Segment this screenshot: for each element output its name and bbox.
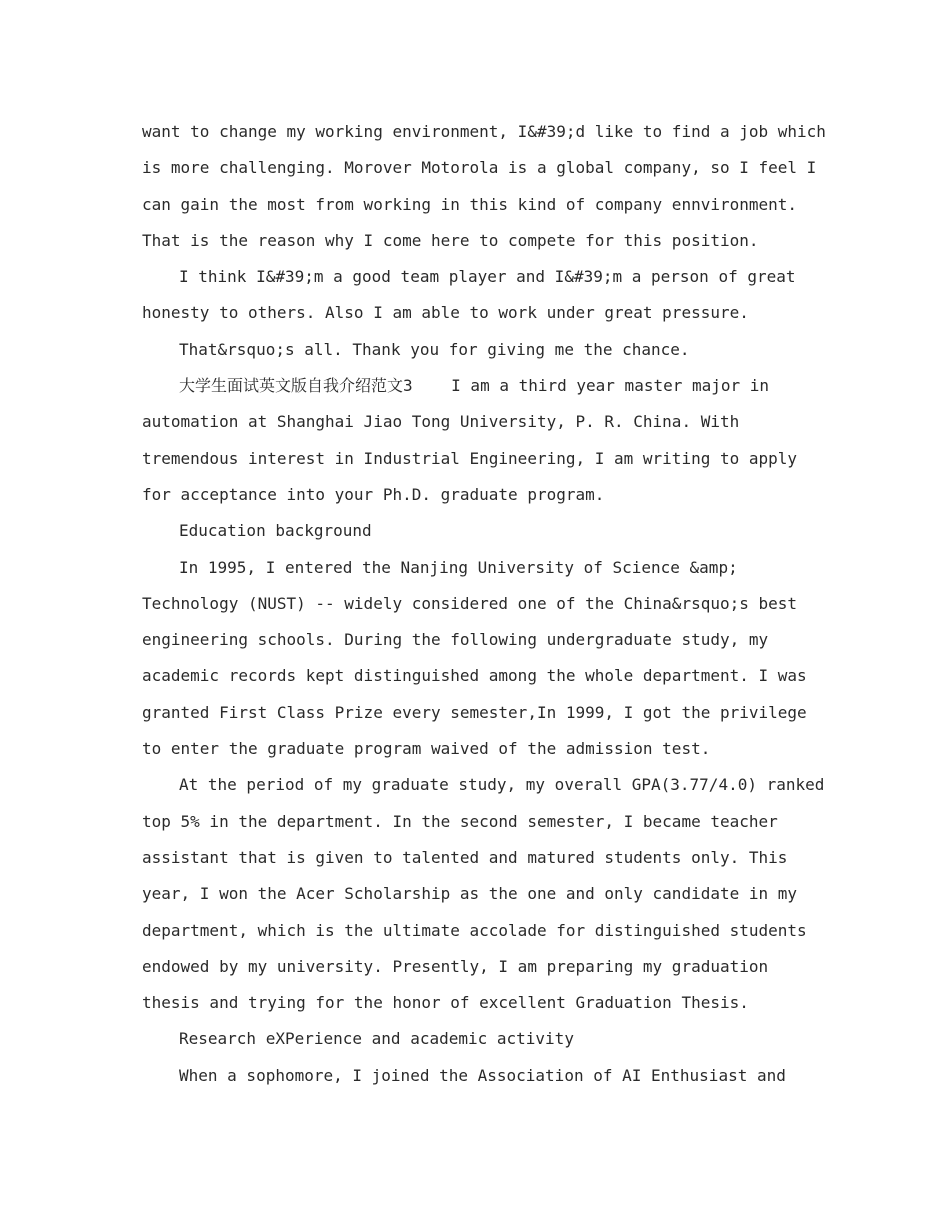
paragraph-start-line: At the period of my graduate study, my overall GPA(3.77/4.0) ranked [179, 775, 825, 795]
text-line: academic records kept distinguished among the whole department. I was [142, 666, 807, 686]
text-line: automation at Shanghai Jiao Tong University, P. R. China. With [142, 412, 740, 432]
text-line: That is the reason why I come here to compete for this position. [142, 230, 759, 250]
text-line: engineering schools. During the following undergraduate study, my [142, 630, 769, 650]
section-heading: Research eXPerience and academic activity [179, 1029, 574, 1049]
text-line: department, which is the ultimate accolade for distinguished students [142, 920, 807, 940]
text-line: top 5% in the department. In the second semester, I became teacher [142, 811, 778, 831]
paragraph-start-line: That&rsquo;s all. Thank you for giving me the chance. [179, 339, 690, 359]
text-line: honesty to others. Also I am able to work under great pressure. [142, 303, 749, 323]
section-title-line: 大学生面试英文版自我介绍范文3 I am a third year master major in [179, 376, 770, 396]
text-line: want to change my working environment, I&#39;d like to find a job which [142, 122, 826, 141]
paragraph-start-line: I think I&#39;m a good team player and I&#39;m a person of great [179, 267, 796, 287]
document-body [142, 114, 826, 1094]
text-line: endowed by my university. Presently, I am preparing my graduation [142, 956, 769, 976]
text-line: assistant that is given to talented and matured students only. This [142, 847, 788, 867]
section-heading: Education background [179, 521, 372, 541]
text-line: can gain the most from working in this kind of company ennvironment. [142, 194, 798, 214]
paragraph-start-line: When a sophomore, I joined the Association of AI Enthusiast and [179, 1065, 786, 1085]
text-line: to enter the graduate program waived of the admission test. [142, 739, 711, 759]
text-line: tremendous interest in Industrial Engineering, I am writing to apply [142, 448, 798, 468]
paragraph-start-line: In 1995, I entered the Nanjing University of Science &amp; [179, 557, 738, 577]
text-line: is more challenging. Morover Motorola is a global company, so I feel I [142, 158, 817, 178]
text-line: thesis and trying for the honor of excellent Graduation Thesis. [142, 993, 749, 1013]
text-line: Technology (NUST) -- widely considered one of the China&rsquo;s best [142, 593, 798, 613]
text-line: year, I won the Acer Scholarship as the one and only candidate in my [142, 884, 798, 904]
text-line: for acceptance into your Ph.D. graduate program. [142, 484, 605, 504]
text-line: granted First Class Prize every semester,In 1999, I got the privilege [142, 702, 807, 722]
